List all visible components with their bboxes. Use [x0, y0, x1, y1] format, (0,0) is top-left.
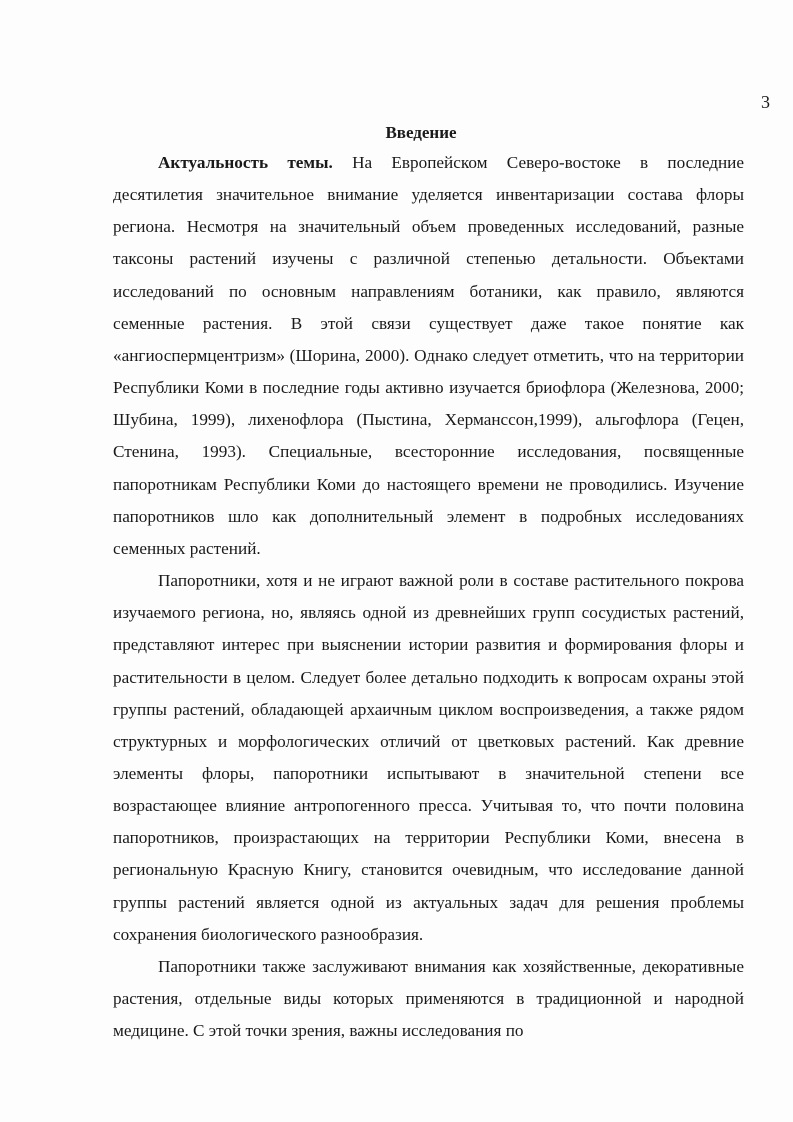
paragraph-lead: Актуальность темы.: [158, 153, 333, 172]
paragraph-text: Папоротники, хотя и не играют важной роли в составе растительного покрова изучаемого региона, но, являясь одной из древнейших групп сосудистых растений, представляют интерес при выяснении истории развития и формирования флоры и растительности в целом. Следует более детально подходить к вопросам охраны этой группы растений, обладающей архаичным циклом воспроизведения, а также рядом структурных и морфологических отличий от цветковых растений. Как древние элементы флоры, папоротники испытывают в значительной степени все возрастающее влияние антропогенного пресса. Учитывая то, что почти половина папоротников, произрастающих на территории Республики Коми, внесена в региональную Красную Книгу, становится очевидным, что исследование данной группы растений является одной из актуальных задач для решения проблемы сохранения биологического разнообразия.: [113, 571, 744, 944]
page-number: 3: [761, 92, 770, 112]
paragraph-relevance: [113, 147, 744, 565]
paragraph-ferns-role: [113, 565, 744, 951]
paragraph-text: На Европейском Северо-востоке в последние десятилетия значительное внимание уделяется инвентаризации состава флоры региона. Несмотря на значительный объем проведенных исследований, разные таксоны растений изучены с различной степенью детальности. Объектами исследований по основным направлениям ботаники, как правило, являются семенные растения. В этой связи существует даже такое понятие как «ангиоспермцентризм» (Шорина, 2000). Однако следует отметить, что на территории Республики Коми в последние годы активно изучается бриофлора (Железнова, 2000; Шубина, 1999), лихенофлора (Пыстина, Херманссон,1999), альгофлора (Гецен, Стенина, 1993). Специальные, всесторонние исследования, посвященные папоротникам Республики Коми до настоящего времени не проводились. Изучение папоротников шло как дополнительный элемент в подробных исследованиях семенных растений.: [113, 153, 744, 558]
body-text: [113, 147, 744, 1047]
section-heading: Введение: [385, 123, 457, 142]
paragraph-ferns-economic: [113, 951, 744, 1047]
paragraph-text: Папоротники также заслуживают внимания как хозяйственные, декоративные растения, отдельные виды которых применяются в традиционной и народной медицине. С этой точки зрения, важны исследования по: [113, 956, 744, 1041]
